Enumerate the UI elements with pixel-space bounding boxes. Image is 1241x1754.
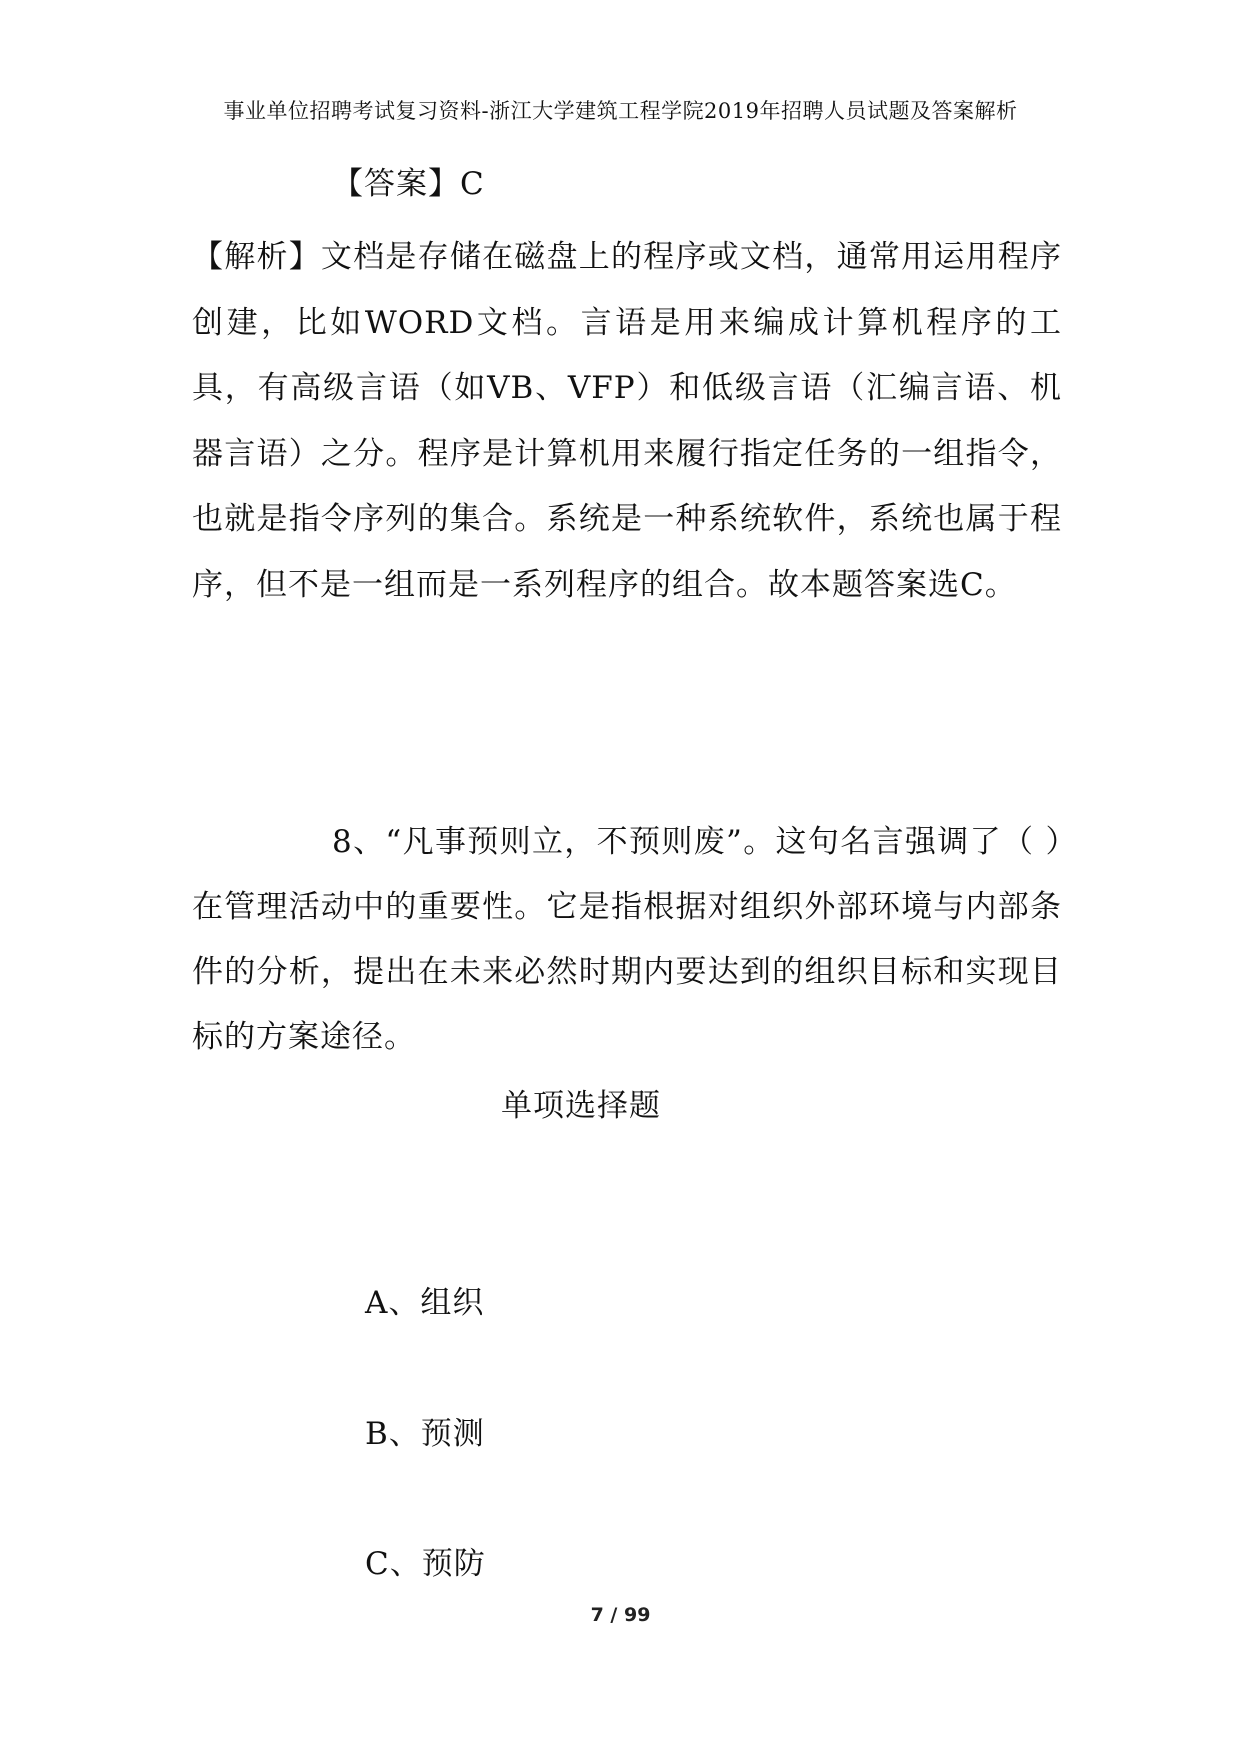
document-header: 事业单位招聘考试复习资料-浙江大学建筑工程学院2019年招聘人员试题及答案解析 xyxy=(223,99,1018,123)
page-number: 7 / 99 xyxy=(590,1604,651,1626)
option-a: A、组织 xyxy=(365,1285,485,1321)
answer-line: 【答案】C xyxy=(332,166,485,202)
question-text: 8、“凡事预则立，不预则废”。这句名言强调了（ ）在管理活动中的重要性。它是指根据对组织外部环境与内部条件的分析，提出在未来必然时期内要达到的组织目标和实现目标的方案途径。 xyxy=(192,824,1062,1055)
option-b: B、预测 xyxy=(365,1416,485,1452)
question-type-label: 单项选择题 xyxy=(501,1088,661,1124)
option-c: C、预防 xyxy=(365,1546,486,1582)
explanation-paragraph: 【解析】文档是存储在磁盘上的程序或文档，通常用运用程序创建，比如WORD文档。言语是用来编成计算机程序的工具，有高级言语（如VB、VFP）和低级言语（汇编言语、机器言语）之分。程序是计算机用来履行指定任务的一组指令，也就是指令序列的集合。系统是一种系统软件，系统也属于程序，但不是一组而是一系列程序的组合。故本题答案选C。 xyxy=(192,239,1062,603)
